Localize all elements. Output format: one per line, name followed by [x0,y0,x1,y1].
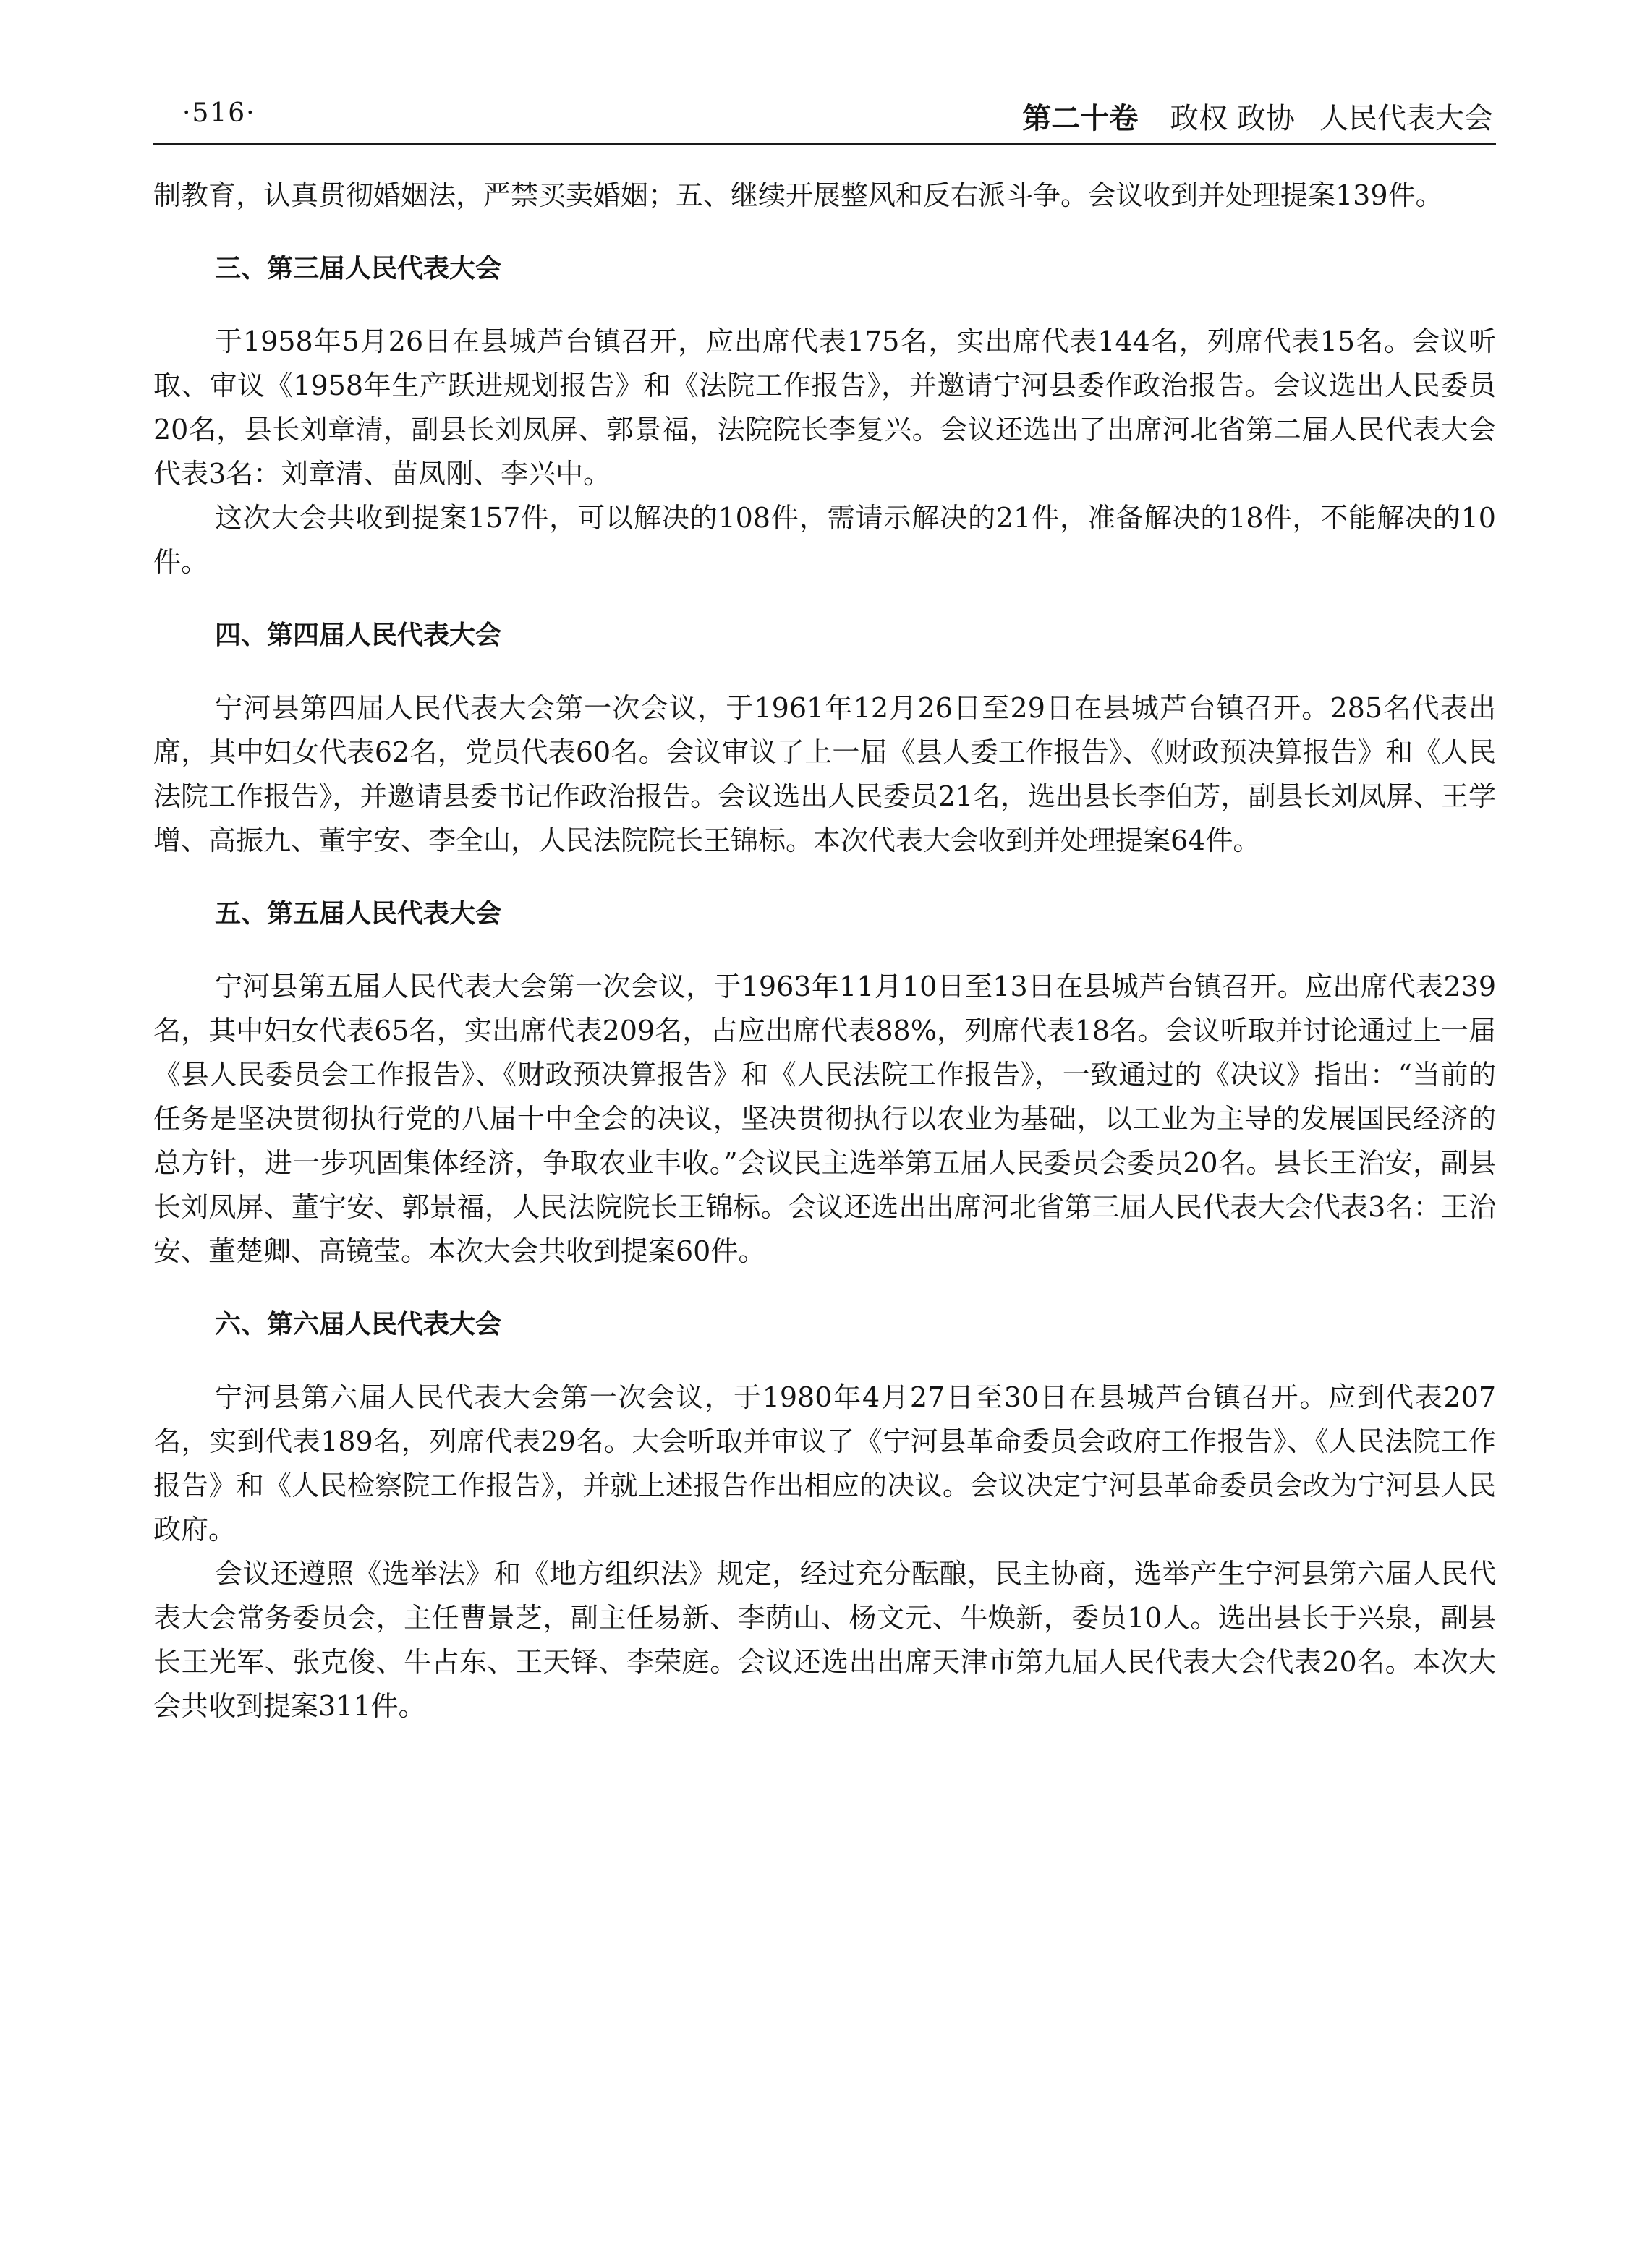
section-heading-5: 五、第五届人民代表大会 [215,899,502,929]
section-6-paragraph-1: 宁河县第六届人民代表大会第一次会议，于1980年4月27日至30日在县城芦台镇召开。应到代表207名，实到代表189名，列席代表29名。大会听取并审议了《宁河县革命委员会政府工作报告》、《人民法院工作报告》和《人民检察院工作报告》，并就上述报告作出相应的决议。会议决定宁河县革命委员会改为宁河县人民政府。 [153,1381,1496,1546]
volume-title: 第二十卷 [1022,102,1139,135]
section-title: 政权 政协 [1170,102,1295,135]
section-5-paragraph-1: 宁河县第五届人民代表大会第一次会议，于1963年11月10日至13日在县城芦台镇召开。应出席代表239名，其中妇女代表65名，实出席代表209名，占应出席代表88%，列席代表18名。会议听取并讨论通过上一届《县人民委员会工作报告》、《财政预决算报告》和《人民法院工作报告》，一致通过的《决议》指出：“当前的任务是坚决贯彻执行党的八届十中全会的决议，坚决贯彻执行以农业为基础，以工业为主导的发展国民经济的总方针，进一步巩固集体经济，争取农业丰收。”会议民主选举第五届人民委员会委员20名。县长王治安，副县长刘凤屏、董宇安、郭景福，人民法院院长王锦标。会议还选出出席河北省第三届人民代表大会代表3名：王治安、董楚卿、高镜莹。本次大会共收到提案60件。 [153,971,1496,1267]
page-number: ·516· [182,98,256,128]
section-heading-4: 四、第四届人民代表大会 [215,621,502,650]
section-3-paragraph-1: 于1958年5月26日在县城芦台镇召开，应出席代表175名，实出席代表144名，列席代表15名。会议听取、审议《1958年生产跃进规划报告》和《法院工作报告》，并邀请宁河县委作政治报告。会议选出人民委员20名，县长刘章清，副县长刘凤屏、郭景福，法院院长李复兴。会议还选出了出席河北省第二届人民代表大会代表3名：刘章清、苗凤刚、李兴中。 [153,325,1496,490]
section-4-paragraph-1: 宁河县第四届人民代表大会第一次会议，于1961年12月26日至29日在县城芦台镇召开。285名代表出席，其中妇女代表62名，党员代表60名。会议审议了上一届《县人委工作报告》、《财政预决算报告》和《人民法院工作报告》，并邀请县委书记作政治报告。会议选出人民委员21名，选出县长李伯芳，副县长刘凤屏、王学增、高振九、董宇安、李全山，人民法院院长王锦标。本次代表大会收到并处理提案64件。 [153,692,1496,856]
section-6-paragraph-2: 会议还遵照《选举法》和《地方组织法》规定，经过充分酝酿，民主协商，选举产生宁河县第六届人民代表大会常务委员会，主任曹景芝，副主任易新、李荫山、杨文元、牛焕新，委员10人。选出县长于兴泉，副县长王光军、张克俊、牛占东、王天铎、李荣庭。会议还选出出席天津市第九届人民代表大会代表20名。本次大会共收到提案311件。 [153,1558,1496,1722]
running-head [1022,95,1493,137]
page-body [153,174,1496,1728]
section-heading-3: 三、第三届人民代表大会 [215,254,502,284]
subsection-title: 人民代表大会 [1319,102,1493,135]
section-heading-6: 六、第六届人民代表大会 [215,1310,502,1339]
section-3-paragraph-2: 这次大会共收到提案157件，可以解决的108件，需请示解决的21件，准备解决的18件，不能解决的10件。 [153,502,1496,578]
intro-paragraph: 制教育，认真贯彻婚姻法，严禁买卖婚姻；五、继续开展整风和反右派斗争。会议收到并处理提案139件。 [153,179,1443,211]
page-header [153,93,1496,145]
